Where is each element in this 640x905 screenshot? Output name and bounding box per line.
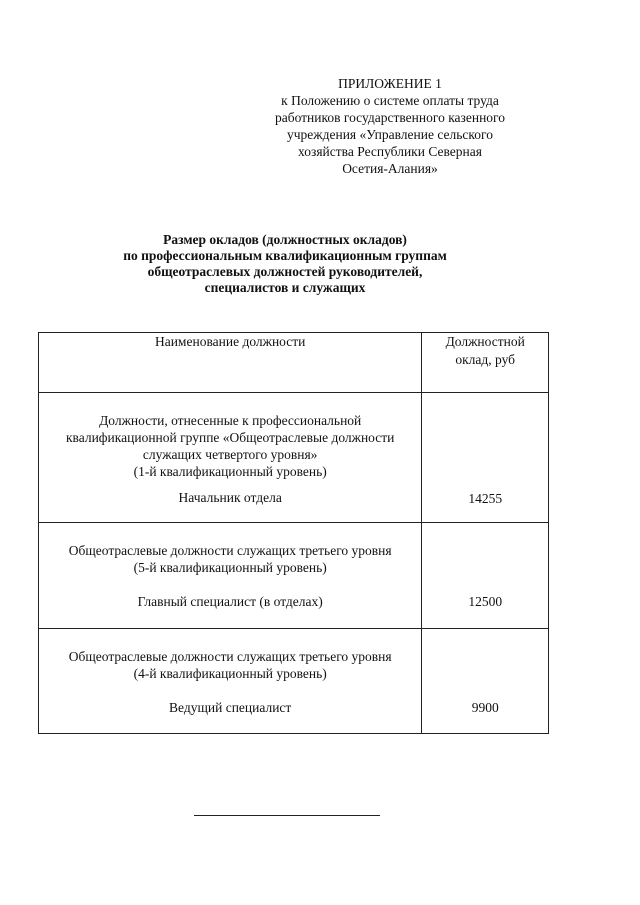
appendix-line: к Положению о системе оплаты труда xyxy=(281,93,499,108)
title-line: общеотраслевых должностей руководителей, xyxy=(147,264,423,279)
appendix-line: Осетия-Алания» xyxy=(342,161,438,176)
title-line: Размер окладов (должностных окладов) xyxy=(163,232,407,247)
group-cell xyxy=(39,629,422,734)
salary-cell xyxy=(422,629,549,734)
position-title: Начальник отдела xyxy=(178,490,282,505)
salary-value: 9900 xyxy=(471,700,499,715)
appendix-line: хозяйства Республики Северная xyxy=(298,144,482,159)
footer-separator-line xyxy=(194,815,380,816)
group-cell xyxy=(39,393,422,523)
group-line: Должности, отнесенные к профессиональной xyxy=(99,413,362,428)
table-row xyxy=(39,629,549,734)
header-position-name: Наименование должности xyxy=(39,333,422,393)
group-cell xyxy=(39,523,422,629)
header-salary xyxy=(422,333,549,393)
appendix-block xyxy=(260,75,520,177)
title-line: по профессиональным квалификационным группам xyxy=(123,248,447,263)
table-row xyxy=(39,523,549,629)
header-salary-line: оклад, руб xyxy=(455,352,516,367)
group-description xyxy=(39,629,421,716)
appendix-line: работников государственного казенного xyxy=(274,110,506,125)
header-salary-line: Должностной xyxy=(445,334,525,349)
position-title: Главный специалист (в отделах) xyxy=(137,594,323,609)
table-row xyxy=(39,393,549,523)
group-line: Общеотраслевые должности служащих третьего уровня xyxy=(68,649,392,664)
group-line: Общеотраслевые должности служащих третьего уровня xyxy=(68,543,392,558)
group-line: служащих четвертого уровня» xyxy=(142,447,318,462)
salary-value: 12500 xyxy=(468,594,503,609)
group-description xyxy=(39,523,421,610)
group-line: (4-й квалификационный уровень) xyxy=(133,666,327,681)
appendix-heading: ПРИЛОЖЕНИЕ 1 xyxy=(338,76,442,91)
table-header-row xyxy=(39,333,549,393)
salary-table xyxy=(38,332,549,734)
salary-value: 14255 xyxy=(468,491,503,506)
salary-cell xyxy=(422,393,549,523)
salary-cell xyxy=(422,523,549,629)
group-line: квалификационной группе «Общеотраслевые должности xyxy=(65,430,395,445)
title-line: специалистов и служащих xyxy=(204,280,366,295)
group-description xyxy=(39,393,421,506)
document-title xyxy=(70,232,500,296)
group-line: (5-й квалификационный уровень) xyxy=(133,560,327,575)
group-line: (1-й квалификационный уровень) xyxy=(133,464,327,479)
position-title: Ведущий специалист xyxy=(169,700,292,715)
appendix-line: учреждения «Управление сельского xyxy=(287,127,493,142)
